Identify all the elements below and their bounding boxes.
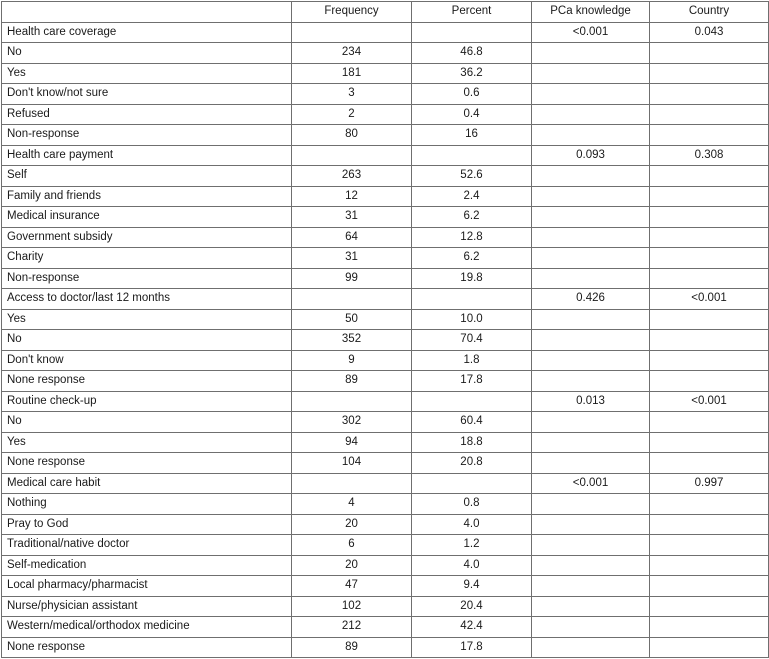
- percent-cell: [412, 473, 532, 494]
- frequency-cell: 12: [292, 186, 412, 207]
- pca-knowledge-cell: [532, 371, 650, 392]
- percent-cell: 42.4: [412, 617, 532, 638]
- row-label: Health care payment: [2, 145, 292, 166]
- country-cell: [650, 330, 769, 351]
- table-row: [2, 494, 769, 515]
- row-label: Yes: [2, 63, 292, 84]
- row-label: No: [2, 43, 292, 64]
- percent-cell: 12.8: [412, 227, 532, 248]
- pca-knowledge-cell: 0.426: [532, 289, 650, 310]
- pca-knowledge-cell: [532, 514, 650, 535]
- frequency-cell: 4: [292, 494, 412, 515]
- frequency-cell: 6: [292, 535, 412, 556]
- percent-cell: 52.6: [412, 166, 532, 187]
- frequency-cell: 263: [292, 166, 412, 187]
- frequency-cell: [292, 289, 412, 310]
- percent-cell: 0.8: [412, 494, 532, 515]
- percent-cell: [412, 22, 532, 43]
- frequency-cell: [292, 22, 412, 43]
- table-row: [2, 22, 769, 43]
- header-cell-percent: Percent: [412, 2, 532, 23]
- pca-knowledge-cell: [532, 576, 650, 597]
- header-cell-country: Country: [650, 2, 769, 23]
- header-row: [2, 2, 769, 23]
- table-row: [2, 104, 769, 125]
- row-label: Yes: [2, 432, 292, 453]
- percent-cell: 0.4: [412, 104, 532, 125]
- row-label: Charity: [2, 248, 292, 269]
- percent-cell: [412, 391, 532, 412]
- table-row: [2, 535, 769, 556]
- percent-cell: 18.8: [412, 432, 532, 453]
- frequency-cell: 89: [292, 371, 412, 392]
- pca-knowledge-cell: [532, 104, 650, 125]
- table-row: [2, 227, 769, 248]
- row-label: None response: [2, 637, 292, 658]
- pca-knowledge-cell: [532, 186, 650, 207]
- percent-cell: 0.6: [412, 84, 532, 105]
- row-label: Health care coverage: [2, 22, 292, 43]
- percent-cell: 6.2: [412, 207, 532, 228]
- pca-knowledge-cell: [532, 637, 650, 658]
- frequency-cell: 31: [292, 248, 412, 269]
- frequency-cell: 212: [292, 617, 412, 638]
- pca-knowledge-cell: [532, 166, 650, 187]
- row-label: Government subsidy: [2, 227, 292, 248]
- country-cell: [650, 535, 769, 556]
- frequency-cell: 234: [292, 43, 412, 64]
- frequency-cell: 80: [292, 125, 412, 146]
- pca-knowledge-cell: [532, 330, 650, 351]
- country-cell: [650, 104, 769, 125]
- percent-cell: 19.8: [412, 268, 532, 289]
- country-cell: [650, 63, 769, 84]
- percent-cell: 17.8: [412, 637, 532, 658]
- country-cell: [650, 227, 769, 248]
- country-cell: [650, 494, 769, 515]
- row-label: No: [2, 330, 292, 351]
- table-row: [2, 391, 769, 412]
- pca-knowledge-cell: <0.001: [532, 22, 650, 43]
- country-cell: [650, 166, 769, 187]
- country-cell: [650, 514, 769, 535]
- pca-knowledge-cell: [532, 84, 650, 105]
- country-cell: [650, 309, 769, 330]
- percent-cell: 20.8: [412, 453, 532, 474]
- percent-cell: 36.2: [412, 63, 532, 84]
- frequency-cell: 50: [292, 309, 412, 330]
- country-cell: 0.043: [650, 22, 769, 43]
- frequency-cell: 89: [292, 637, 412, 658]
- pca-knowledge-cell: [532, 43, 650, 64]
- row-label: Western/medical/orthodox medicine: [2, 617, 292, 638]
- country-cell: [650, 576, 769, 597]
- table-body: [2, 22, 769, 658]
- country-cell: [650, 84, 769, 105]
- row-label: Refused: [2, 104, 292, 125]
- table-row: [2, 576, 769, 597]
- row-label: Nurse/physician assistant: [2, 596, 292, 617]
- table-row: [2, 309, 769, 330]
- row-label: Medical insurance: [2, 207, 292, 228]
- percent-cell: 17.8: [412, 371, 532, 392]
- percent-cell: 2.4: [412, 186, 532, 207]
- pca-knowledge-cell: [532, 350, 650, 371]
- pca-knowledge-cell: <0.001: [532, 473, 650, 494]
- country-cell: 0.997: [650, 473, 769, 494]
- frequency-cell: [292, 473, 412, 494]
- row-label: Medical care habit: [2, 473, 292, 494]
- pca-knowledge-cell: [532, 207, 650, 228]
- table-row: [2, 125, 769, 146]
- frequency-cell: [292, 145, 412, 166]
- country-cell: [650, 125, 769, 146]
- header-cell-pca-knowledge: PCa knowledge: [532, 2, 650, 23]
- pca-knowledge-cell: [532, 412, 650, 433]
- table-row: [2, 637, 769, 658]
- country-cell: <0.001: [650, 391, 769, 412]
- table-row: [2, 596, 769, 617]
- row-label: Routine check-up: [2, 391, 292, 412]
- row-label: Don't know: [2, 350, 292, 371]
- percent-cell: 46.8: [412, 43, 532, 64]
- percent-cell: 10.0: [412, 309, 532, 330]
- country-cell: [650, 412, 769, 433]
- row-label: Self: [2, 166, 292, 187]
- frequency-cell: 3: [292, 84, 412, 105]
- percent-cell: 9.4: [412, 576, 532, 597]
- pca-knowledge-cell: [532, 63, 650, 84]
- table-row: [2, 350, 769, 371]
- country-cell: [650, 617, 769, 638]
- frequency-cell: 2: [292, 104, 412, 125]
- country-cell: [650, 637, 769, 658]
- row-label: Non-response: [2, 125, 292, 146]
- row-label: Self-medication: [2, 555, 292, 576]
- pca-knowledge-cell: [532, 432, 650, 453]
- percent-cell: 4.0: [412, 555, 532, 576]
- percent-cell: 4.0: [412, 514, 532, 535]
- table-header: [2, 2, 769, 23]
- country-cell: <0.001: [650, 289, 769, 310]
- pca-knowledge-cell: 0.013: [532, 391, 650, 412]
- row-label: Family and friends: [2, 186, 292, 207]
- frequency-cell: 352: [292, 330, 412, 351]
- percent-cell: 20.4: [412, 596, 532, 617]
- frequency-cell: 20: [292, 514, 412, 535]
- frequency-cell: 99: [292, 268, 412, 289]
- table-row: [2, 248, 769, 269]
- table-row: [2, 514, 769, 535]
- country-cell: [650, 350, 769, 371]
- frequency-cell: 302: [292, 412, 412, 433]
- row-label: Yes: [2, 309, 292, 330]
- data-table: [1, 1, 769, 658]
- table-row: [2, 453, 769, 474]
- country-cell: [650, 555, 769, 576]
- percent-cell: 60.4: [412, 412, 532, 433]
- pca-knowledge-cell: 0.093: [532, 145, 650, 166]
- pca-knowledge-cell: [532, 535, 650, 556]
- table-row: [2, 432, 769, 453]
- frequency-cell: 181: [292, 63, 412, 84]
- pca-knowledge-cell: [532, 248, 650, 269]
- frequency-cell: 104: [292, 453, 412, 474]
- table-row: [2, 207, 769, 228]
- row-label: None response: [2, 453, 292, 474]
- row-label: Nothing: [2, 494, 292, 515]
- pca-knowledge-cell: [532, 596, 650, 617]
- country-cell: [650, 432, 769, 453]
- table-row: [2, 186, 769, 207]
- percent-cell: [412, 289, 532, 310]
- country-cell: [650, 453, 769, 474]
- row-label: No: [2, 412, 292, 433]
- row-label: None response: [2, 371, 292, 392]
- country-cell: [650, 371, 769, 392]
- frequency-cell: 47: [292, 576, 412, 597]
- table-row: [2, 268, 769, 289]
- pca-knowledge-cell: [532, 309, 650, 330]
- percent-cell: 70.4: [412, 330, 532, 351]
- table-row: [2, 473, 769, 494]
- pca-knowledge-cell: [532, 125, 650, 146]
- table-row: [2, 617, 769, 638]
- header-cell-frequency: Frequency: [292, 2, 412, 23]
- row-label: Traditional/native doctor: [2, 535, 292, 556]
- row-label: Non-response: [2, 268, 292, 289]
- row-label: Access to doctor/last 12 months: [2, 289, 292, 310]
- table-row: [2, 330, 769, 351]
- pca-knowledge-cell: [532, 617, 650, 638]
- frequency-cell: 102: [292, 596, 412, 617]
- frequency-cell: 31: [292, 207, 412, 228]
- table-row: [2, 166, 769, 187]
- table-row: [2, 412, 769, 433]
- table-row: [2, 145, 769, 166]
- pca-knowledge-cell: [532, 494, 650, 515]
- percent-cell: 1.2: [412, 535, 532, 556]
- pca-knowledge-cell: [532, 268, 650, 289]
- table-row: [2, 371, 769, 392]
- country-cell: [650, 248, 769, 269]
- country-cell: 0.308: [650, 145, 769, 166]
- table-row: [2, 43, 769, 64]
- country-cell: [650, 207, 769, 228]
- frequency-cell: 9: [292, 350, 412, 371]
- table-row: [2, 63, 769, 84]
- row-label: Pray to God: [2, 514, 292, 535]
- percent-cell: [412, 145, 532, 166]
- table-row: [2, 555, 769, 576]
- frequency-cell: 94: [292, 432, 412, 453]
- percent-cell: 1.8: [412, 350, 532, 371]
- country-cell: [650, 43, 769, 64]
- frequency-cell: 64: [292, 227, 412, 248]
- frequency-cell: [292, 391, 412, 412]
- country-cell: [650, 186, 769, 207]
- pca-knowledge-cell: [532, 555, 650, 576]
- country-cell: [650, 596, 769, 617]
- percent-cell: 6.2: [412, 248, 532, 269]
- pca-knowledge-cell: [532, 227, 650, 248]
- pca-knowledge-cell: [532, 453, 650, 474]
- row-label: Local pharmacy/pharmacist: [2, 576, 292, 597]
- header-cell-variable: [2, 2, 292, 23]
- row-label: Don't know/not sure: [2, 84, 292, 105]
- percent-cell: 16: [412, 125, 532, 146]
- country-cell: [650, 268, 769, 289]
- table-row: [2, 289, 769, 310]
- frequency-cell: 20: [292, 555, 412, 576]
- table-row: [2, 84, 769, 105]
